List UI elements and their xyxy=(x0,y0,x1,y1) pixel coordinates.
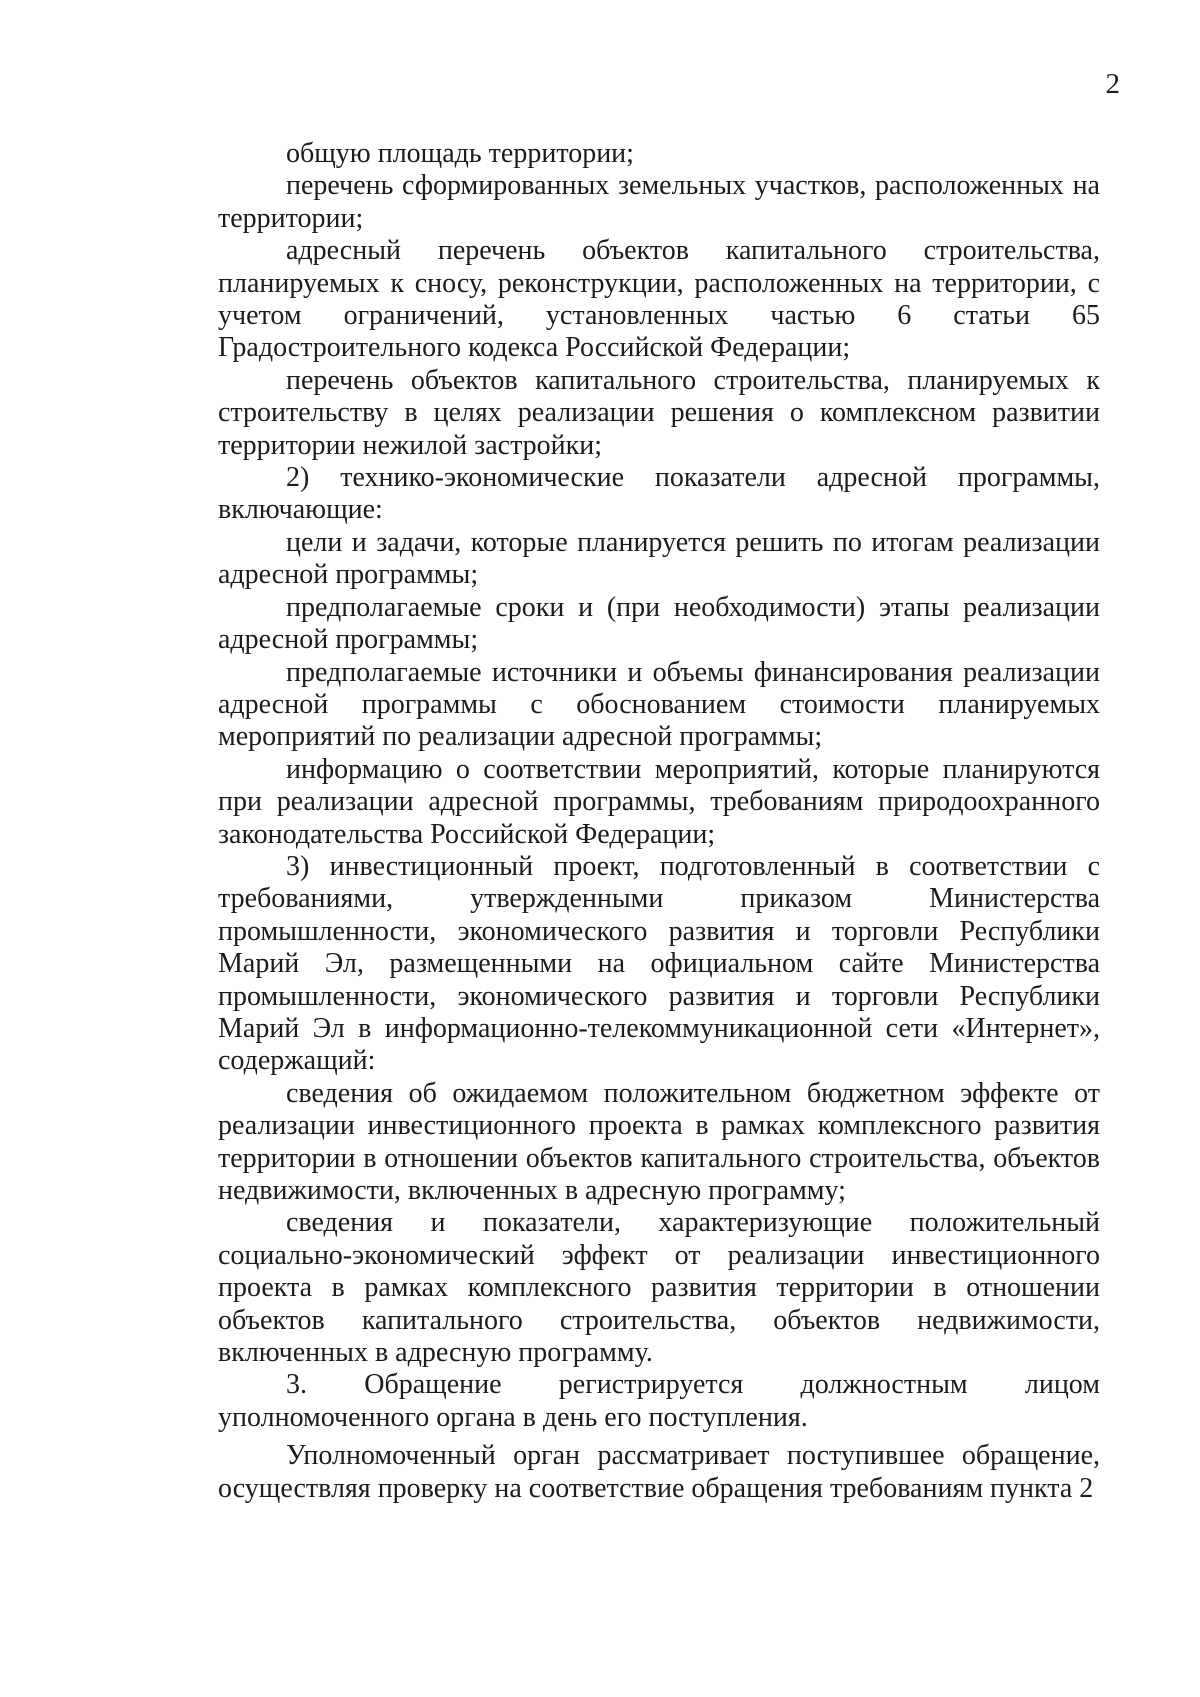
paragraph: цели и задачи, которые планируется решить по итогам реализации адресной программы; xyxy=(218,526,1100,591)
paragraph: Уполномоченный орган рассматривает поступившее обращение, осуществляя проверку на соответствие обращения требованиям пункта 2 xyxy=(218,1440,1100,1504)
paragraph: адресный перечень объектов капитального строительства, планируемых к сносу, реконструкции, расположенных на территории, с учетом ограничений, установленных частью 6 статьи 65 Градостроительного кодекса Российской Федерации; xyxy=(218,235,1100,364)
paragraph: информацию о соответствии мероприятий, которые планируются при реализации адресной программы, требованиям природоохранного законодательства Российской Федерации; xyxy=(218,753,1100,850)
paragraph: перечень объектов капитального строительства, планируемых к строительству в целях реализации решения о комплексном развитии территории нежилой застройки; xyxy=(218,364,1100,461)
paragraph: общую площадь территории; xyxy=(286,138,634,169)
paragraph: сведения об ожидаемом положительном бюджетном эффекте от реализации инвестиционного проекта в рамках комплексного развития территории в отношении объектов капитального строительства, объектов недвижимости, включенных в адресную программу; xyxy=(218,1077,1100,1206)
paragraph: сведения и показатели, характеризующие положительный социально-экономический эффект от реализации инвестиционного проекта в рамках комплексного развития территории в отношении объектов капитального строительства, объектов недвижимости, включенных в адресную программу. xyxy=(218,1207,1100,1369)
paragraph: 3. Обращение регистрируется должностным лицом уполномоченного органа в день его поступления. xyxy=(218,1369,1100,1433)
paragraph: предполагаемые источники и объемы финансирования реализации адресной программы с обоснованием стоимости планируемых мероприятий по реализации адресной программы; xyxy=(218,656,1100,753)
page-number: 2 xyxy=(1105,68,1120,100)
document-body xyxy=(218,138,1100,1505)
paragraph: перечень сформированных земельных участков, расположенных на территории; xyxy=(218,170,1100,234)
paragraph: предполагаемые сроки и (при необходимости) этапы реализации адресной программы; xyxy=(218,591,1100,656)
paragraph: 3) инвестиционный проект, подготовленный в соответствии с требованиями, утвержденными приказом Министерства промышленности, экономического развития и торговли Республики Марий Эл, размещенными на официальном сайте Министерства промышленности, экономического развития и торговли Республики Марий Эл в информационно-телекоммуникационной сети «Интернет», содержащий: xyxy=(218,850,1100,1077)
paragraph: 2) технико-экономические показатели адресной программы, включающие: xyxy=(218,462,1100,526)
